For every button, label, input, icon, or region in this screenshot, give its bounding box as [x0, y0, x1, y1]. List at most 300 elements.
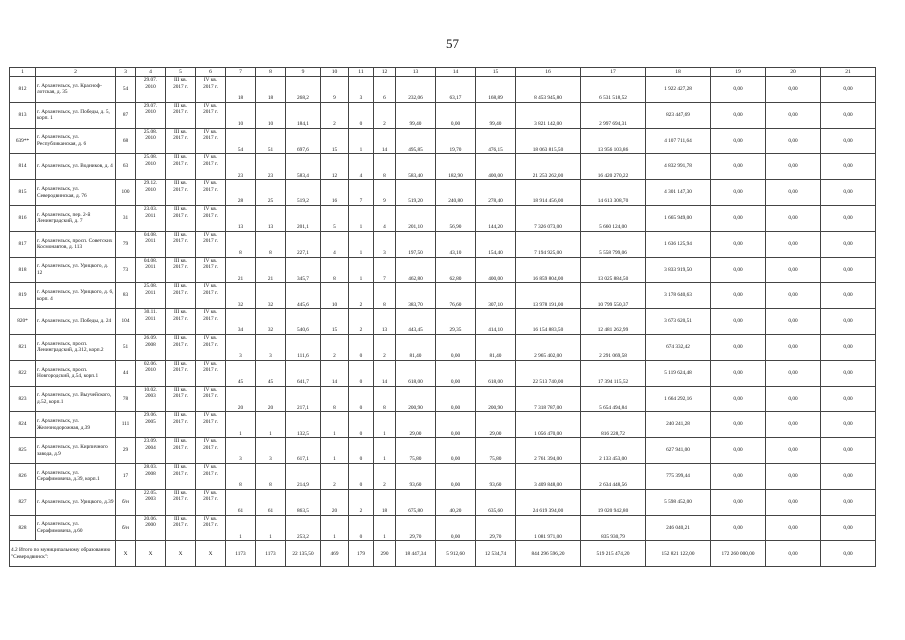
table-cell: 0,00 — [711, 386, 766, 412]
table-cell: 0,00 — [711, 128, 766, 154]
table-cell: 8 — [321, 386, 349, 412]
table-cell: 168,89 — [476, 77, 516, 103]
table-cell: IV кв. 2017 г. — [196, 515, 226, 541]
table-cell: 3 — [349, 77, 374, 103]
table-cell: 0,00 — [766, 257, 821, 283]
table-cell: 13 — [226, 205, 256, 231]
table-cell: 823 — [10, 386, 36, 412]
table-cell: 825 — [10, 438, 36, 464]
table-cell: 23.03. 2011 — [136, 205, 166, 231]
column-number: 16 — [516, 68, 581, 77]
table-cell: 0,00 — [711, 180, 766, 206]
table-cell: IV кв. 2017 г. — [196, 180, 226, 206]
total-cell: 0,00 — [821, 541, 876, 567]
table-cell: 22.05. 2003 — [136, 489, 166, 515]
table-cell: 13 — [256, 205, 286, 231]
column-number: 19 — [711, 68, 766, 77]
table-cell: 1 — [349, 205, 374, 231]
table-cell: 10 — [256, 102, 286, 128]
table-cell: 0,00 — [821, 438, 876, 464]
table-cell: 201,1 — [286, 205, 321, 231]
table-cell: 0,00 — [821, 515, 876, 541]
table-cell: 1 — [321, 438, 349, 464]
column-number: 13 — [396, 68, 436, 77]
table-cell: 201,10 — [396, 205, 436, 231]
table-cell: III кв. 2017 г. — [166, 309, 196, 335]
table-cell: III кв. 2017 г. — [166, 438, 196, 464]
table-cell: 15 — [321, 309, 349, 335]
table-cell: 540,6 — [286, 309, 321, 335]
table-cell: г. Архангельск, ул. Северодвинская, д. 76 — [36, 180, 116, 206]
table-row — [10, 386, 876, 412]
table-cell: III кв. 2017 г. — [166, 334, 196, 360]
table-cell: 3 — [256, 438, 286, 464]
table-cell: 0 — [349, 102, 374, 128]
table-cell: III кв. 2017 г. — [166, 386, 196, 412]
table-cell: 0,00 — [821, 360, 876, 386]
total-cell: 18 447,34 — [396, 541, 436, 567]
table-cell: 400,00 — [476, 154, 516, 180]
total-label: 4.2 Итого по муниципальному образованию "Северодвинск": — [10, 541, 116, 567]
table-cell: 1 — [256, 515, 286, 541]
table-cell: 246 040,21 — [646, 515, 711, 541]
table-cell: 2 — [321, 334, 349, 360]
table-cell: 0,00 — [766, 360, 821, 386]
table-cell: 0,00 — [766, 412, 821, 438]
table-cell: г. Архангельск, ул. Водников, д. 4 — [36, 154, 116, 180]
table-cell: г. Архангельск, просп. Новгородский, д.54, корп.1 — [36, 360, 116, 386]
table-cell: 1 665 949,00 — [646, 205, 711, 231]
table-cell: IV кв. 2017 г. — [196, 231, 226, 257]
table-cell: 18 — [226, 77, 256, 103]
table-cell: 20 — [226, 386, 256, 412]
table-cell: 13 025 884,50 — [581, 257, 646, 283]
table-cell: 7 — [349, 180, 374, 206]
table-cell: 87 — [116, 102, 136, 128]
table-cell: 182,90 — [436, 154, 476, 180]
column-number: 7 — [226, 68, 256, 77]
table-cell: 8 — [321, 257, 349, 283]
table-cell: 3 821 142,00 — [516, 102, 581, 128]
table-cell: 3 178 640,63 — [646, 283, 711, 309]
table-cell: 43,10 — [436, 231, 476, 257]
table-cell: 1 — [226, 412, 256, 438]
column-number: 18 — [646, 68, 711, 77]
table-cell: б/н — [116, 489, 136, 515]
table-cell: IV кв. 2017 г. — [196, 102, 226, 128]
table-cell: 0,00 — [766, 128, 821, 154]
table-cell: 214,9 — [286, 463, 321, 489]
table-cell: 63 — [116, 154, 136, 180]
table-cell: IV кв. 2017 г. — [196, 128, 226, 154]
table-cell: 0,00 — [711, 334, 766, 360]
table-cell: 0,00 — [436, 360, 476, 386]
table-cell: 2 133 453,00 — [581, 438, 646, 464]
table-cell: 0,00 — [821, 128, 876, 154]
table-cell: 10 — [226, 102, 256, 128]
table-cell: III кв. 2017 г. — [166, 283, 196, 309]
table-cell: 863,5 — [286, 489, 321, 515]
total-cell: 12 534,74 — [476, 541, 516, 567]
table-cell: 3 833 919,50 — [646, 257, 711, 283]
table-cell: 383,70 — [396, 283, 436, 309]
table-cell: 54 — [226, 128, 256, 154]
table-cell: 10 799 550,37 — [581, 283, 646, 309]
table-cell: г. Архангельск, ул. Краснофлотская, д. 35 — [36, 77, 116, 103]
column-number: 10 — [321, 68, 349, 77]
column-number: 9 — [286, 68, 321, 77]
table-cell: 1 922 427,28 — [646, 77, 711, 103]
table-cell: 99,40 — [396, 102, 436, 128]
table-cell: 775 399,44 — [646, 463, 711, 489]
table-cell: 3 — [226, 334, 256, 360]
table-row — [10, 205, 876, 231]
table-cell: г. Архангельск, ул. Республиканская, д. 6 — [36, 128, 116, 154]
table-cell: 12 481 262,99 — [581, 309, 646, 335]
table-cell: III кв. 2017 г. — [166, 489, 196, 515]
table-cell: III кв. 2017 г. — [166, 412, 196, 438]
table-cell: IV кв. 2017 г. — [196, 205, 226, 231]
table-cell: 217,1 — [286, 386, 321, 412]
table-cell: 674 332,42 — [646, 334, 711, 360]
table-cell: 583,40 — [396, 154, 436, 180]
table-cell: 240 241,28 — [646, 412, 711, 438]
table-cell: 1 — [256, 412, 286, 438]
table-cell: 81,40 — [476, 334, 516, 360]
table-cell: 0,00 — [436, 515, 476, 541]
table-cell: 1 — [374, 515, 396, 541]
total-cell: 22 135,50 — [286, 541, 321, 567]
table-cell: 17 394 115,52 — [581, 360, 646, 386]
table-cell: 20 — [321, 489, 349, 515]
column-number: 14 — [436, 68, 476, 77]
column-number: 4 — [136, 68, 166, 77]
table-cell: IV кв. 2017 г. — [196, 77, 226, 103]
table-cell: 31 — [116, 205, 136, 231]
table-cell: 826 — [10, 463, 36, 489]
table-cell: 3 — [374, 231, 396, 257]
table-cell: 0,00 — [766, 386, 821, 412]
table-row — [10, 102, 876, 128]
table-cell: 04.08. 2011 — [136, 231, 166, 257]
table-cell: 02.06. 2010 — [136, 360, 166, 386]
table-cell: 232,06 — [396, 77, 436, 103]
table-cell: 0,00 — [711, 102, 766, 128]
table-cell: 0 — [349, 438, 374, 464]
table-cell: 1 — [321, 515, 349, 541]
column-number: 1 — [10, 68, 36, 77]
table-cell: 32 — [226, 283, 256, 309]
table-cell: 0,00 — [821, 257, 876, 283]
table-cell: 1 636 125,94 — [646, 231, 711, 257]
table-cell: 443,45 — [396, 309, 436, 335]
table-cell: III кв. 2017 г. — [166, 154, 196, 180]
table-cell: 820* — [10, 309, 36, 335]
table-cell: III кв. 2017 г. — [166, 360, 196, 386]
table-cell: 0,00 — [821, 283, 876, 309]
table-cell: 253,2 — [286, 515, 321, 541]
table-cell: 23.09. 2004 — [136, 438, 166, 464]
table-cell: 18 — [256, 77, 286, 103]
table-cell: 0,00 — [711, 283, 766, 309]
table-cell: г. Архангельск, просп. Ленинградский, д.312, корп.2 — [36, 334, 116, 360]
table-cell: 3 673 620,51 — [646, 309, 711, 335]
table-cell: 22 513 740,00 — [516, 360, 581, 386]
table-cell: 814 — [10, 154, 36, 180]
table-cell: 200,90 — [476, 386, 516, 412]
table-cell: 4 832 991,78 — [646, 154, 711, 180]
table-cell: 24 619 394,00 — [516, 489, 581, 515]
total-cell: 179 — [349, 541, 374, 567]
table-cell: 2 997 694,31 — [581, 102, 646, 128]
table-cell: 2 — [321, 463, 349, 489]
table-cell: 0,00 — [711, 154, 766, 180]
table-cell: 51 — [116, 334, 136, 360]
total-cell: 172 260 000,00 — [711, 541, 766, 567]
table-cell: 25.08. 2010 — [136, 128, 166, 154]
total-cell: 5 912,60 — [436, 541, 476, 567]
table-cell: 16 — [321, 180, 349, 206]
column-number: 2 — [36, 68, 116, 77]
table-cell: 61 — [256, 489, 286, 515]
table-cell: 17 — [116, 463, 136, 489]
table-cell: 154,40 — [476, 231, 516, 257]
table-cell: 44 — [116, 360, 136, 386]
table-cell: 2 — [374, 463, 396, 489]
table-cell: 462,80 — [396, 257, 436, 283]
table-cell: III кв. 2017 г. — [166, 128, 196, 154]
table-cell: 28.03. 2008 — [136, 463, 166, 489]
table-cell: 73 — [116, 257, 136, 283]
table-cell: 4 — [374, 205, 396, 231]
table-cell: 0,00 — [766, 309, 821, 335]
table-cell: 0,00 — [766, 77, 821, 103]
table-cell: 7 — [374, 257, 396, 283]
table-cell: 583,4 — [286, 154, 321, 180]
table-cell: 8 — [374, 283, 396, 309]
table-cell: 3 409 848,00 — [516, 463, 581, 489]
table-cell: 617,1 — [286, 438, 321, 464]
table-cell: 4 — [349, 154, 374, 180]
table-cell: 0,00 — [766, 205, 821, 231]
table-cell: 10.02. 2003 — [136, 386, 166, 412]
table-cell: 83 — [116, 283, 136, 309]
table-cell: 197,50 — [396, 231, 436, 257]
table-cell: 93,60 — [476, 463, 516, 489]
table-cell: 51 — [256, 128, 286, 154]
table-row — [10, 231, 876, 257]
table-cell: 7 194 925,00 — [516, 231, 581, 257]
table-cell: 29,70 — [476, 515, 516, 541]
table-cell: 4 — [321, 231, 349, 257]
table-cell: 0,00 — [436, 463, 476, 489]
table-cell: 697,6 — [286, 128, 321, 154]
table-cell: 400,00 — [476, 257, 516, 283]
table-cell: IV кв. 2017 г. — [196, 463, 226, 489]
table-cell: 0,00 — [711, 360, 766, 386]
table-cell: 79 — [116, 231, 136, 257]
table-cell: 816 — [10, 205, 36, 231]
table-cell: 1 — [349, 257, 374, 283]
table-cell: 29.07. 2010 — [136, 102, 166, 128]
table-cell: 3 — [226, 438, 256, 464]
table-cell: 2 291 069,58 — [581, 334, 646, 360]
table-cell: 476,15 — [476, 128, 516, 154]
total-cell: X — [166, 541, 196, 567]
table-cell: 54 — [116, 77, 136, 103]
table-cell: IV кв. 2017 г. — [196, 283, 226, 309]
table-cell: IV кв. 2017 г. — [196, 257, 226, 283]
table-cell: 45 — [256, 360, 286, 386]
table-cell: 1 — [374, 412, 396, 438]
page-number: 57 — [446, 36, 459, 51]
table-cell: 519,20 — [396, 180, 436, 206]
table-row — [10, 412, 876, 438]
table-row — [10, 489, 876, 515]
table-cell: III кв. 2017 г. — [166, 77, 196, 103]
table-cell: 14 613 308,70 — [581, 180, 646, 206]
total-row — [10, 541, 876, 567]
table-cell: 13 — [374, 309, 396, 335]
table-cell: 61 — [226, 489, 256, 515]
table-cell: 14 — [321, 360, 349, 386]
table-cell: 0,00 — [821, 102, 876, 128]
table-cell: 2 — [349, 283, 374, 309]
total-cell: 290 — [374, 541, 396, 567]
total-cell: X — [136, 541, 166, 567]
table-cell: 32 — [256, 283, 286, 309]
table-cell: 23 — [256, 154, 286, 180]
table-cell: 0,00 — [711, 257, 766, 283]
table-cell: 19 020 942,80 — [581, 489, 646, 515]
table-cell: 0,00 — [711, 309, 766, 335]
table-cell: 0 — [349, 515, 374, 541]
table-cell: 12 — [321, 154, 349, 180]
table-cell: 29,70 — [396, 515, 436, 541]
table-cell: 268,2 — [286, 77, 321, 103]
column-number: 20 — [766, 68, 821, 77]
table-cell: III кв. 2017 г. — [166, 515, 196, 541]
table-cell: 819 — [10, 283, 36, 309]
table-cell: 8 453 945,80 — [516, 77, 581, 103]
table-cell: 0,00 — [711, 489, 766, 515]
table-cell: 0,00 — [821, 463, 876, 489]
table-cell: 0,00 — [436, 386, 476, 412]
table-cell: 823 447,69 — [646, 102, 711, 128]
table-cell: 0,00 — [436, 438, 476, 464]
table-cell: 4 107 711,64 — [646, 128, 711, 154]
table-cell: III кв. 2017 г. — [166, 463, 196, 489]
table-cell: 20.06. 2000 — [136, 515, 166, 541]
table-cell: 812 — [10, 77, 36, 103]
total-cell: 0,00 — [766, 541, 821, 567]
table-cell: 184,1 — [286, 102, 321, 128]
total-cell: 152 821 122,00 — [646, 541, 711, 567]
table-cell: 25.08. 2010 — [136, 154, 166, 180]
table-cell: IV кв. 2017 г. — [196, 334, 226, 360]
table-cell: 34 — [226, 309, 256, 335]
table-cell: 8 — [256, 231, 286, 257]
table-cell: 821 — [10, 334, 36, 360]
table-cell: 2 761 394,00 — [516, 438, 581, 464]
table-cell: 445,6 — [286, 283, 321, 309]
column-number: 15 — [476, 68, 516, 77]
table-cell: 21 — [226, 257, 256, 283]
table-cell: III кв. 2017 г. — [166, 102, 196, 128]
table-cell: 822 — [10, 360, 36, 386]
table-row — [10, 309, 876, 335]
table-cell: 278,40 — [476, 180, 516, 206]
table-cell: 81,40 — [396, 334, 436, 360]
table-cell: 1 — [349, 128, 374, 154]
table-cell: 627 941,00 — [646, 438, 711, 464]
table-cell: 635,60 — [476, 489, 516, 515]
table-cell: 111 — [116, 412, 136, 438]
table-cell: 824 — [10, 412, 36, 438]
table-cell: 0 — [349, 386, 374, 412]
table-cell: 200,90 — [396, 386, 436, 412]
table-cell: 19,70 — [436, 128, 476, 154]
column-number-row — [10, 68, 876, 77]
table-cell: 29,00 — [476, 412, 516, 438]
table-cell: 9 — [321, 77, 349, 103]
table-cell: 30.11. 2011 — [136, 309, 166, 335]
table-cell: 0,00 — [766, 463, 821, 489]
table-cell: 639** — [10, 128, 36, 154]
table-cell: 29.06. 2005 — [136, 412, 166, 438]
table-cell: 18 914 456,00 — [516, 180, 581, 206]
table-cell: г. Архангельск, ул. Железнодорожная, д.39 — [36, 412, 116, 438]
table-cell: 9 — [374, 180, 396, 206]
table-cell: 0,00 — [711, 515, 766, 541]
table-cell: 2 — [349, 309, 374, 335]
table-cell: 45 — [226, 360, 256, 386]
table-cell: 0,00 — [766, 231, 821, 257]
table-cell: 3 — [256, 334, 286, 360]
table-cell: 816 228,72 — [581, 412, 646, 438]
table-cell: 8 — [374, 154, 396, 180]
table-cell: 345,7 — [286, 257, 321, 283]
table-cell: 75,80 — [476, 438, 516, 464]
table-cell: 0,00 — [711, 231, 766, 257]
table-cell: г. Архангельск, ул. Урицкого, д.39 — [36, 489, 116, 515]
table-cell: 25 — [256, 180, 286, 206]
column-number: 8 — [256, 68, 286, 77]
table-cell: 13 978 191,00 — [516, 283, 581, 309]
table-cell: 21 253 262,00 — [516, 154, 581, 180]
table-cell: 0,00 — [821, 489, 876, 515]
table-cell: 0,00 — [821, 77, 876, 103]
table-cell: 835 930,79 — [581, 515, 646, 541]
table-cell: 0,00 — [766, 334, 821, 360]
total-cell: 1173 — [226, 541, 256, 567]
table-cell: 5 — [321, 205, 349, 231]
table-cell: 68 — [116, 128, 136, 154]
table-cell: IV кв. 2017 г. — [196, 154, 226, 180]
table-cell: 818 — [10, 257, 36, 283]
table-cell: 5 598 452,00 — [646, 489, 711, 515]
table-cell: б/н — [116, 515, 136, 541]
table-cell: 1 — [321, 412, 349, 438]
table-row — [10, 360, 876, 386]
table-cell: 0,00 — [766, 283, 821, 309]
table-cell: г. Архангельск, ул. Урицкого, д. 12 — [36, 257, 116, 283]
table-cell: 63,17 — [436, 77, 476, 103]
table-cell: 0,00 — [766, 438, 821, 464]
table-cell: III кв. 2017 г. — [166, 205, 196, 231]
table-cell: 8 — [226, 463, 256, 489]
table-row — [10, 438, 876, 464]
